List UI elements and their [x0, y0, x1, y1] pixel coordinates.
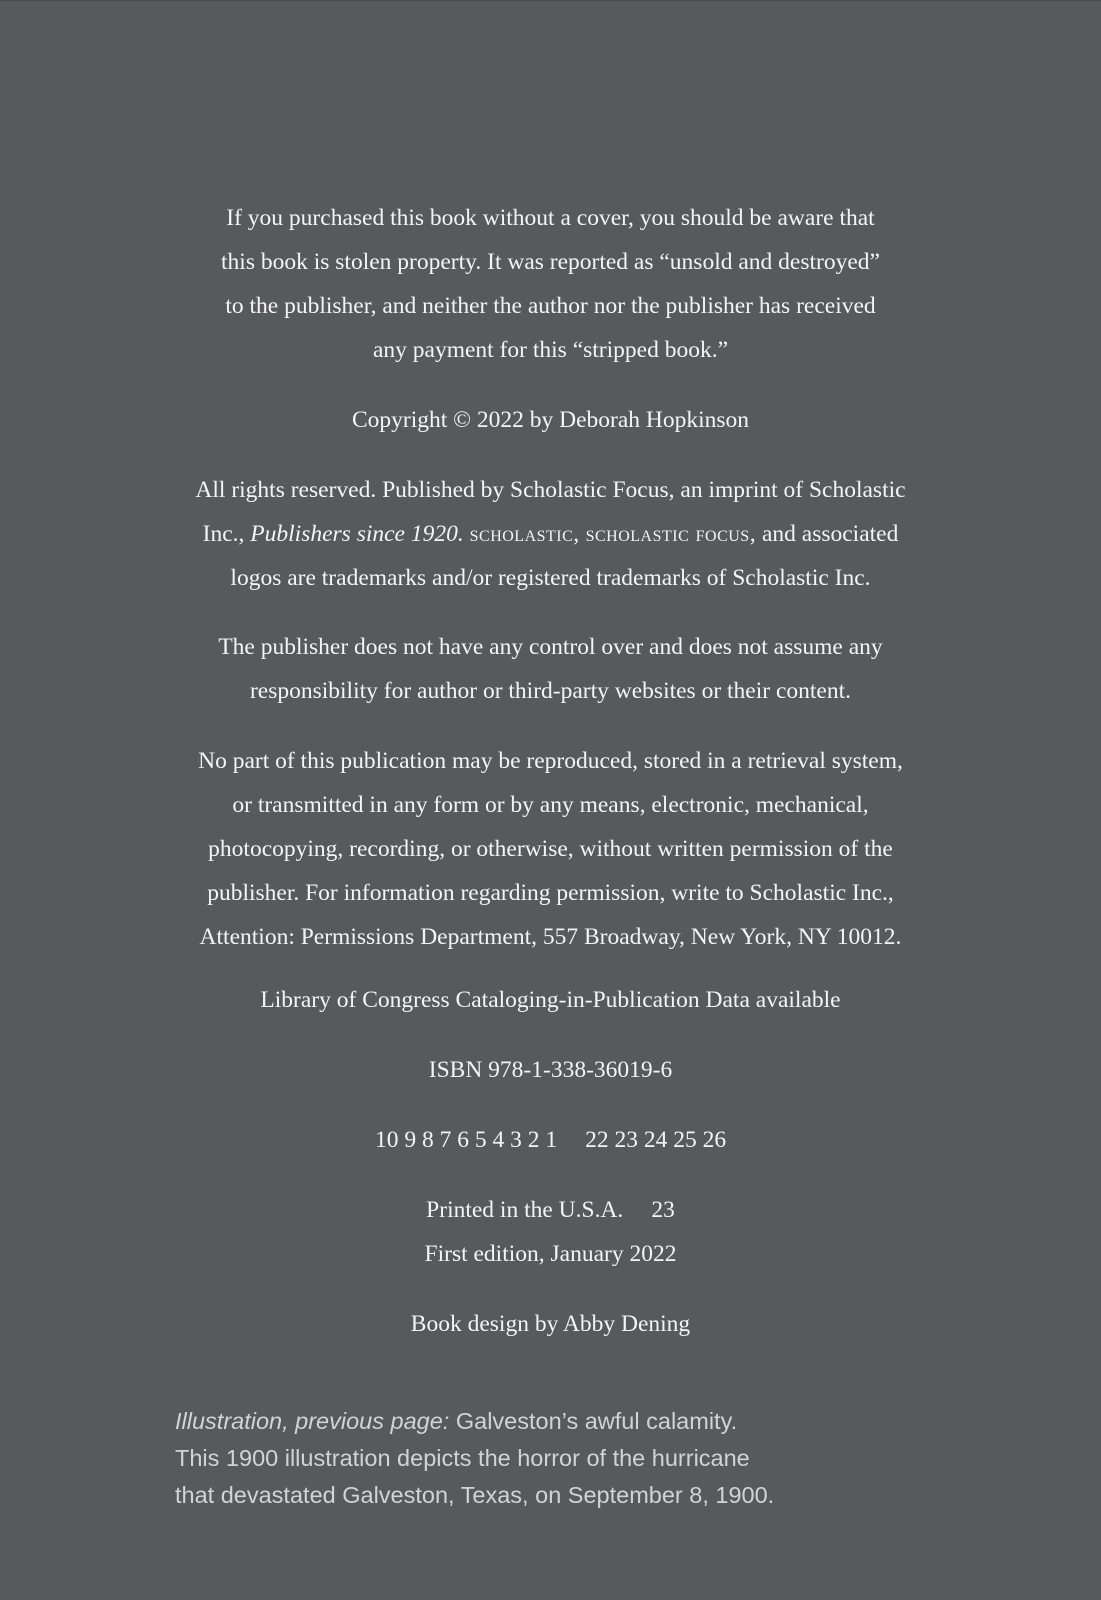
rights-line-2-end: and associated — [761, 521, 899, 547]
reproduction-line-5: Attention: Permissions Department, 557 Broadway, New York, NY 10012. — [199, 924, 902, 950]
trademark-scholastic: scholastic, — [469, 521, 580, 547]
rights-line-2 — [0, 512, 1101, 556]
website-disclaimer — [0, 625, 1101, 713]
notice-line-2: this book is stolen property. It was reported as “unsold and destroyed” — [221, 249, 880, 275]
printing-numbers: 10 9 8 7 6 5 4 3 2 1 — [374, 1127, 558, 1153]
caption-line-3: that devastated Galveston, Texas, on September 8, 1900. — [175, 1482, 775, 1508]
reproduction-notice — [0, 739, 1101, 959]
rights-line-2-start: Inc., — [202, 521, 245, 547]
cataloging-data — [0, 978, 1101, 1022]
stripped-book-notice — [0, 196, 1101, 372]
printing-years: 22 23 24 25 26 — [585, 1127, 727, 1153]
printed-label: Printed in the U.S.A. — [426, 1197, 624, 1223]
rights-line-1: All rights reserved. Published by Scholastic Focus, an imprint of Scholastic — [195, 477, 906, 503]
caption-line-2: This 1900 illustration depicts the horror of the hurricane — [175, 1445, 750, 1471]
illustration-caption — [175, 1403, 1035, 1514]
caption-title: Galveston’s awful calamity. — [455, 1408, 738, 1434]
design-line: Book design by Abby Dening — [410, 1311, 691, 1337]
disclaimer-line-1: The publisher does not have any control over and does not assume any — [218, 634, 883, 660]
copyright-line: Copyright © 2022 by Deborah Hopkinson — [351, 407, 750, 433]
printed-code: 23 — [651, 1197, 675, 1223]
printing-line — [0, 1118, 1101, 1162]
cataloging-line: Library of Congress Cataloging-in-Publication Data available — [260, 987, 841, 1013]
isbn-line: ISBN 978-1-338-36019-6 — [428, 1057, 673, 1083]
reproduction-line-1: No part of this publication may be reproduced, stored in a retrieval system, — [198, 748, 903, 774]
printing-info — [0, 1188, 1101, 1276]
book-design-credit — [0, 1302, 1101, 1346]
reproduction-line-2: or transmitted in any form or by any means, electronic, mechanical, — [232, 792, 869, 818]
publishers-since: Publishers since 1920. — [250, 521, 464, 547]
notice-line-4: any payment for this “stripped book.” — [372, 337, 729, 363]
printing-row — [0, 1118, 1101, 1162]
notice-line-3: to the publisher, and neither the author nor the publisher has received — [225, 293, 876, 319]
trademark-scholastic-focus: scholastic focus, — [585, 521, 757, 547]
disclaimer-line-2: responsibility for author or third-party websites or their content. — [249, 678, 852, 704]
notice-line-1: If you purchased this book without a cover, you should be aware that — [226, 205, 875, 231]
caption-label: Illustration, previous page: — [175, 1408, 450, 1434]
edition-line: First edition, January 2022 — [424, 1241, 677, 1267]
caption-line-1 — [175, 1403, 1035, 1440]
rights-reserved — [0, 468, 1101, 600]
reproduction-line-3: photocopying, recording, or otherwise, without written permission of the — [208, 836, 893, 862]
copyright-statement — [0, 398, 1101, 442]
printed-row — [0, 1188, 1101, 1232]
isbn — [0, 1048, 1101, 1092]
rights-line-3: logos are trademarks and/or registered trademarks of Scholastic Inc. — [230, 565, 871, 591]
reproduction-line-4: publisher. For information regarding permission, write to Scholastic Inc., — [207, 880, 894, 906]
